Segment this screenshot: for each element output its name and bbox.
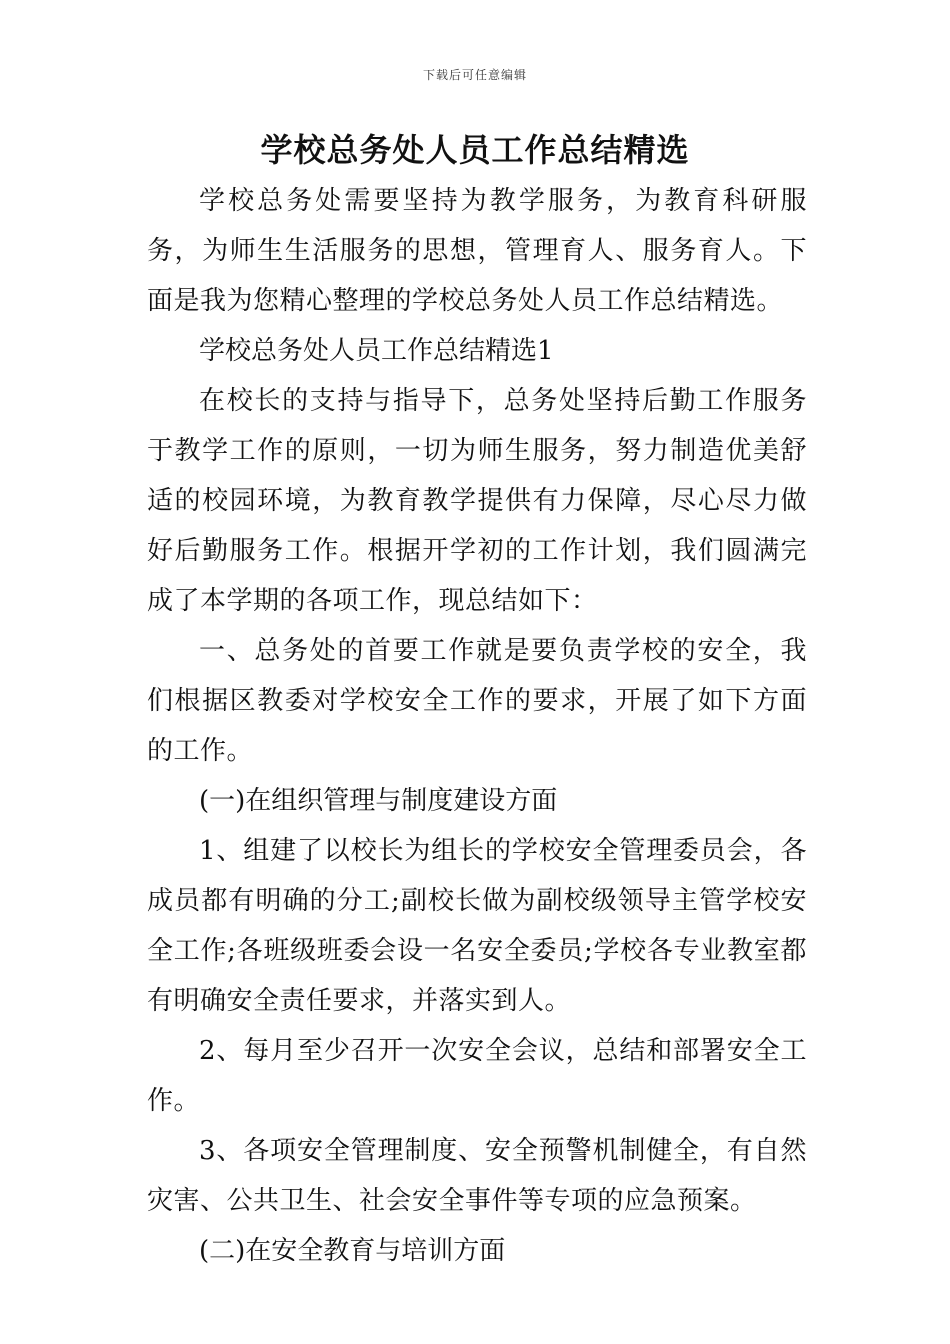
section-heading: 学校总务处人员工作总结精选1 [199, 336, 554, 366]
body-paragraph: 一、总务处的首要工作就是要负责学校的安全，我们根据区教委对学校安全工作的要求，开展了如下方面的工作。 [147, 636, 807, 766]
list-item-paragraph: 1、组建了以校长为组长的学校安全管理委员会，各成员都有明确的分工;副校长做为副校级领导主管学校安全工作;各班级班委会设一名安全委员;学校各专业教室都有明确安全责任要求，并落实到人。 [147, 836, 807, 1016]
document-body [147, 176, 807, 1276]
header-note: 下载后可任意编辑 [422, 68, 527, 82]
subsection-heading: (二)在安全教育与培训方面 [199, 1236, 506, 1266]
document-title: 学校总务处人员工作总结精选 [260, 131, 690, 169]
list-item-paragraph: 2、每月至少召开一次安全会议，总结和部署安全工作。 [147, 1036, 807, 1116]
body-paragraph: 在校长的支持与指导下，总务处坚持后勤工作服务于教学工作的原则，一切为师生服务，努力制造优美舒适的校园环境，为教育教学提供有力保障，尽心尽力做好后勤服务工作。根据开学初的工作计划，我们圆满完成了本学期的各项工作，现总结如下： [147, 386, 807, 616]
intro-paragraph: 学校总务处需要坚持为教学服务，为教育科研服务，为师生生活服务的思想，管理育人、服务育人。下面是我为您精心整理的学校总务处人员工作总结精选。 [147, 186, 807, 316]
subsection-heading: (一)在组织管理与制度建设方面 [199, 786, 558, 816]
list-item-paragraph: 3、各项安全管理制度、安全预警机制健全，有自然灾害、公共卫生、社会安全事件等专项的应急预案。 [147, 1136, 807, 1216]
